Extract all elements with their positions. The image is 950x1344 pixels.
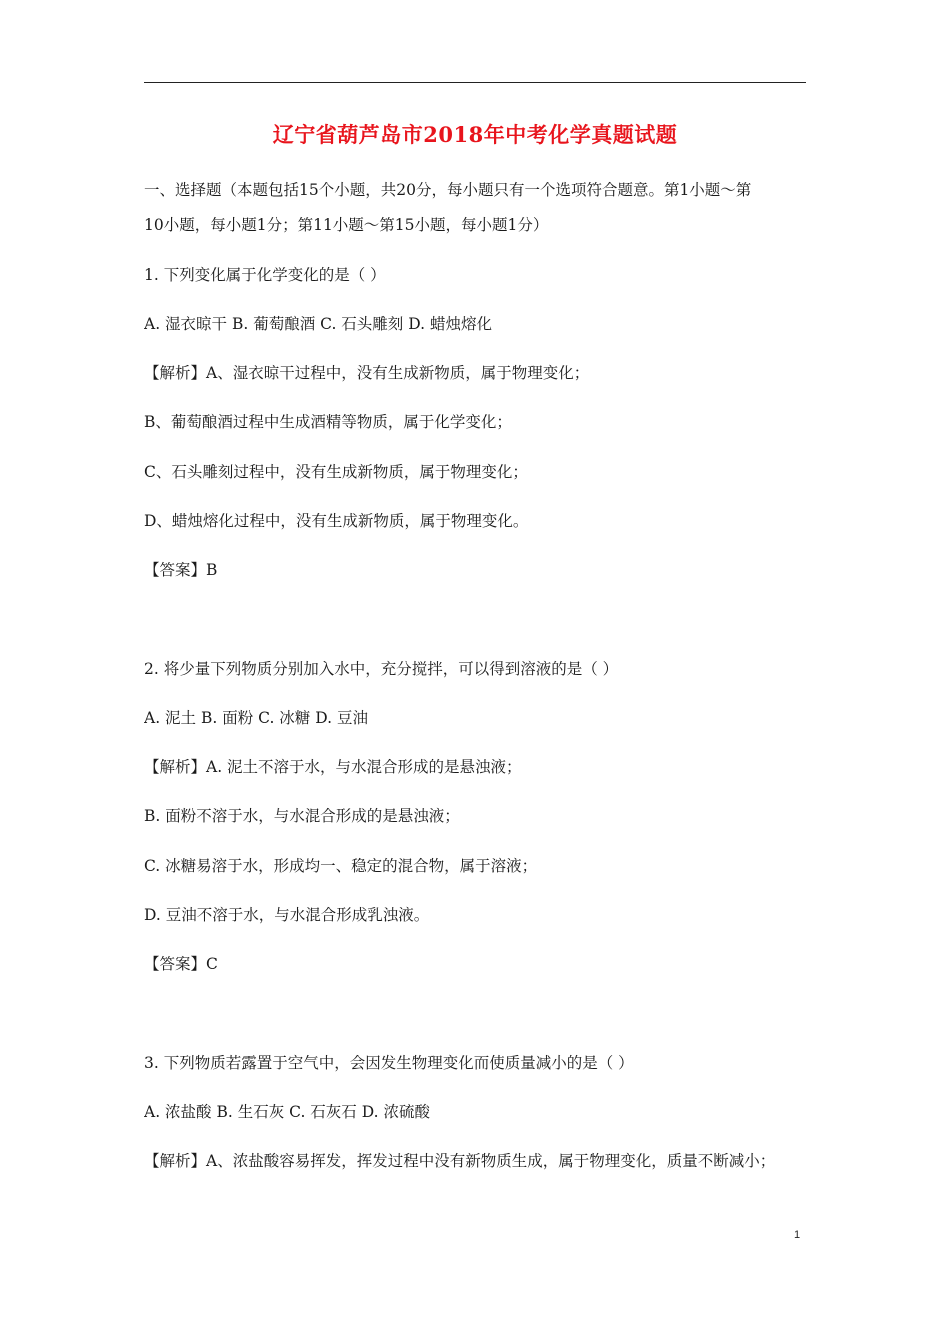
question-1-options: A. 湿衣晾干 B. 葡萄酿酒 C. 石头雕刻 D. 蜡烛熔化 <box>144 315 492 333</box>
question-2-analysis-c: C. 冰糖易溶于水，形成均一、稳定的混合物，属于溶液； <box>144 857 538 875</box>
question-1-analysis-c: C、石头雕刻过程中，没有生成新物质，属于物理变化； <box>144 463 528 481</box>
question-2-analysis-d: D. 豆油不溶于水，与水混合形成乳浊液。 <box>144 906 430 924</box>
question-1-analysis-b: B、葡萄酿酒过程中生成酒精等物质，属于化学变化； <box>144 413 512 431</box>
document-title: 辽宁省葫芦岛市2018年中考化学真题试题 <box>272 122 678 147</box>
section-instructions-line-1: 一、选择题（本题包括15个小题，共20分，每小题只有一个选项符合题意。第1小题～第 <box>144 181 752 199</box>
header-rule <box>144 82 806 83</box>
question-3-analysis-a: 【解析】A、浓盐酸容易挥发，挥发过程中没有新物质生成，属于物理变化，质量不断减小； <box>144 1152 776 1170</box>
question-1-answer: 【答案】B <box>144 561 218 579</box>
question-3-options: A. 浓盐酸 B. 生石灰 C. 石灰石 D. 浓硫酸 <box>144 1103 430 1121</box>
page-number: 1 <box>794 1229 801 1241</box>
question-2-analysis-b: B. 面粉不溶于水，与水混合形成的是悬浊液； <box>144 807 460 825</box>
question-1-analysis-a: 【解析】A、湿衣晾干过程中，没有生成新物质，属于物理变化； <box>144 364 590 382</box>
question-3-stem: 3. 下列物质若露置于空气中，会因发生物理变化而使质量减小的是（ ） <box>144 1054 634 1072</box>
question-2-analysis-a: 【解析】A. 泥土不溶于水，与水混合形成的是悬浊液； <box>144 758 522 776</box>
question-1-stem: 1. 下列变化属于化学变化的是（ ） <box>144 266 386 284</box>
question-2-answer: 【答案】C <box>144 955 218 973</box>
question-1-analysis-d: D、蜡烛熔化过程中，没有生成新物质，属于物理变化。 <box>144 512 529 530</box>
question-2-stem: 2. 将少量下列物质分别加入水中，充分搅拌，可以得到溶液的是（ ） <box>144 660 619 678</box>
question-2-options: A. 泥土 B. 面粉 C. 冰糖 D. 豆油 <box>144 709 368 727</box>
section-instructions-line-2: 10小题，每小题1分；第11小题～第15小题，每小题1分） <box>144 216 549 234</box>
